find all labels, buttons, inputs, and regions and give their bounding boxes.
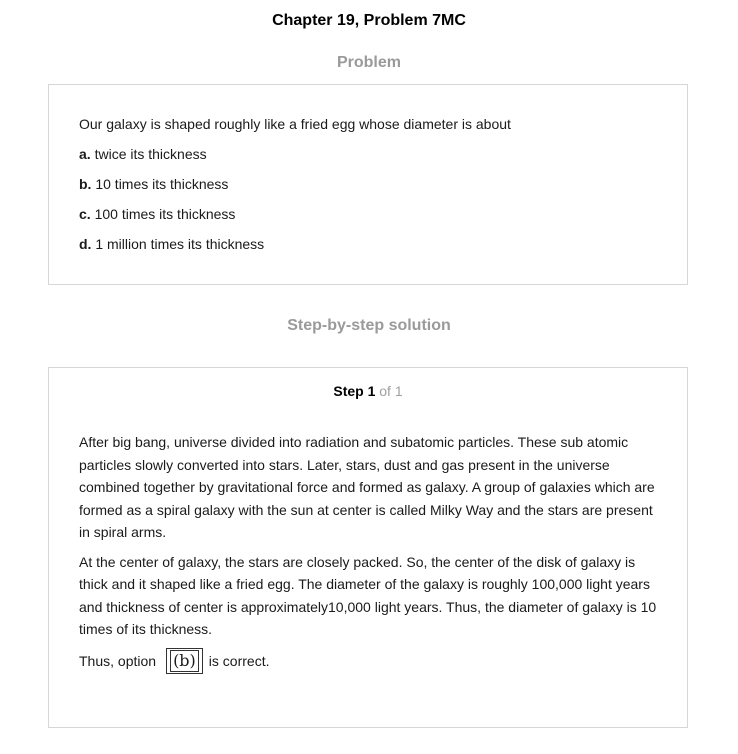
problem-card (48, 84, 688, 285)
answer-suffix: is correct. (208, 652, 270, 669)
answer-box (166, 648, 203, 674)
step-label: Step 1 (333, 383, 376, 399)
option-letter: c. (79, 206, 91, 222)
answer-prefix: Thus, option (79, 652, 157, 669)
answer-value: (b) (170, 650, 199, 672)
option-letter: a. (79, 146, 91, 162)
option-text: twice its thickness (94, 146, 207, 162)
problem-question: Our galaxy is shaped roughly like a fried egg whose diameter is about (79, 116, 511, 132)
solution-card (48, 367, 688, 728)
solution-heading: Step-by-step solution (287, 317, 451, 334)
answer-line (79, 648, 657, 674)
option-letter: b. (79, 176, 92, 192)
solution-paragraph: After big bang, universe divided into radiation and subatomic particles. These sub atomic particles slowly converted into stars. Later, stars, dust and gas present in the universe combined together by gravitational force and formed as galaxy. A group of galaxies which are formed as a spiral galaxy with the sun at center is called Milky Way and the stars are present in spiral arms. (79, 434, 655, 540)
option-text: 100 times its thickness (94, 206, 236, 222)
problem-heading: Problem (336, 54, 401, 71)
option-text: 10 times its thickness (95, 176, 229, 192)
option-letter: d. (79, 236, 92, 252)
option-d (79, 235, 657, 253)
solution-paragraph: At the center of galaxy, the stars are closely packed. So, the center of the disk of galaxy is thick and it shaped like a fried egg. The diameter of the galaxy is roughly 100,000 light years and thickness of center is approximately10,000 light years. Thus, the diameter of galaxy is 10 times of its thickness. (79, 553, 657, 637)
step-header (79, 382, 657, 400)
option-c (79, 205, 657, 223)
option-b (79, 175, 657, 193)
option-text: 1 million times its thickness (95, 236, 265, 252)
option-a (79, 145, 657, 163)
step-count: of 1 (379, 383, 403, 399)
chapter-title: Chapter 19, Problem 7MC (272, 12, 466, 29)
